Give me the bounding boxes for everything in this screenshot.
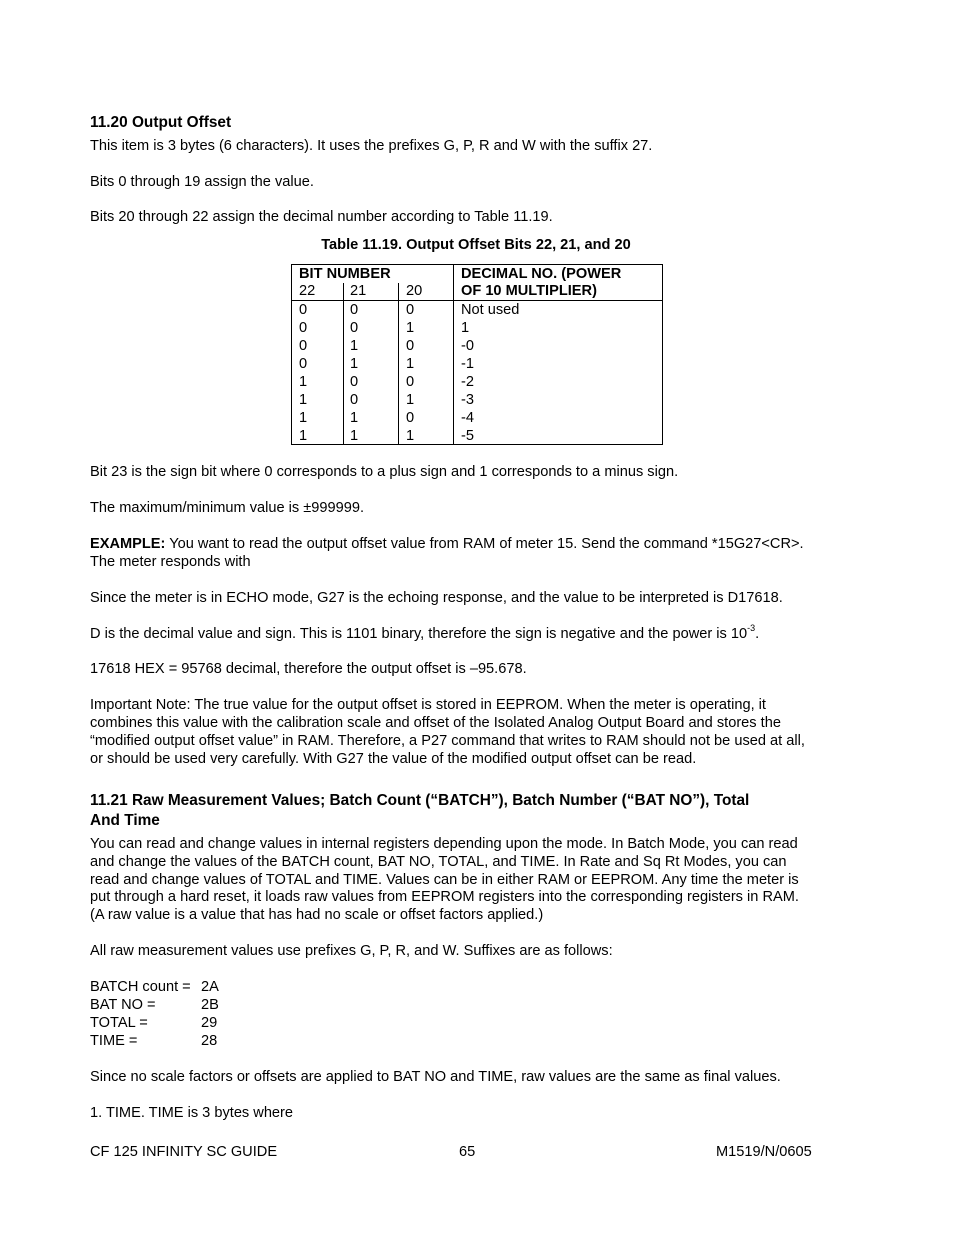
- bit-cell-22: 1: [299, 410, 308, 426]
- note-line: “modified output offset value” in RAM. Therefore, a P27 command that writes to RAM should not be used at all,: [90, 733, 805, 749]
- table-column-divider: [398, 283, 399, 444]
- section-heading-11-21-cont: And Time: [90, 812, 160, 829]
- bit-cell-21: 0: [350, 392, 359, 408]
- suffix-label: BATCH count =: [90, 979, 191, 995]
- paragraph: The meter responds with: [90, 554, 251, 570]
- table-caption: [0, 236, 954, 254]
- example-label: EXAMPLE:: [90, 536, 166, 552]
- example-text: You want to read the output offset value from RAM of meter 15. Send the command *15G27<CR>.: [165, 536, 804, 552]
- footer-left: CF 125 INFINITY SC GUIDE: [90, 1144, 278, 1160]
- decimal-cell: -1: [461, 356, 474, 372]
- suffix-value: 2A: [201, 979, 219, 995]
- decimal-cell: -3: [461, 392, 474, 408]
- paragraph-line: (A raw value is a value that has had no scale or offset factors applied.): [90, 907, 544, 923]
- bit-cell-22: 0: [299, 302, 308, 318]
- paragraph-line: read and change values of TOTAL and TIME. Values can be in either RAM or EEPROM. Any time the meter is: [90, 872, 799, 888]
- bit-cell-20: 0: [406, 302, 415, 318]
- note-line: or should be used very carefully. With G27 the value of the modified output offset can be read.: [90, 751, 697, 767]
- bit-cell-20: 1: [406, 356, 415, 372]
- paragraph-line: put through a hard reset, it loads raw values from EEPROM registers into the corresponding registers in RAM.: [90, 889, 799, 905]
- suffix-row: [90, 978, 219, 996]
- table-caption-text: Table 11.19. Output Offset Bits 22, 21, and 20: [321, 237, 631, 253]
- decimal-header-line2: OF 10 MULTIPLIER): [461, 283, 597, 299]
- decimal-cell: -2: [461, 374, 474, 390]
- bit-cell-22: 0: [299, 356, 308, 372]
- decimal-cell: 1: [461, 320, 470, 336]
- note-line: Important Note: The true value for the output offset is stored in EEPROM. When the meter is operating, it: [90, 697, 766, 713]
- footer-page-number: 65: [459, 1144, 476, 1160]
- paragraph: 1. TIME. TIME is 3 bytes where: [90, 1105, 294, 1121]
- paragraph-line: You can read and change values in internal registers depending upon the mode. In Batch Mode, you can read: [90, 836, 798, 852]
- paragraph: 17618 HEX = 95768 decimal, therefore the output offset is –95.678.: [90, 661, 527, 677]
- paragraph: Since the meter is in ECHO mode, G27 is the echoing response, and the value to be interpreted is D17618.: [90, 590, 783, 606]
- suffix-label: TIME =: [90, 1033, 138, 1049]
- decimal-header-line1: DECIMAL NO. (POWER: [461, 266, 622, 282]
- bit-cell-20: 1: [406, 320, 415, 336]
- example-paragraph: [90, 535, 804, 553]
- col-header-22: 22: [299, 283, 316, 299]
- section-heading-11-20: 11.20 Output Offset: [90, 114, 232, 131]
- bit-cell-22: 1: [299, 374, 308, 390]
- bit-cell-22: 1: [299, 392, 308, 408]
- bit-cell-21: 0: [350, 320, 359, 336]
- table-column-divider: [453, 265, 454, 444]
- footer-right: M1519/N/0605: [716, 1144, 812, 1160]
- bit-cell-21: 1: [350, 356, 359, 372]
- bit-cell-20: 0: [406, 338, 415, 354]
- bit-cell-21: 1: [350, 338, 359, 354]
- paragraph: Bits 0 through 19 assign the value.: [90, 174, 314, 190]
- bit-cell-21: 0: [350, 302, 359, 318]
- paragraph: Bits 20 through 22 assign the decimal number according to Table 11.19.: [90, 209, 553, 225]
- suffix-value: 29: [201, 1015, 218, 1031]
- paragraph: Since no scale factors or offsets are applied to BAT NO and TIME, raw values are the same as final values.: [90, 1069, 781, 1085]
- period: .: [755, 626, 760, 642]
- suffix-value: 2B: [201, 997, 219, 1013]
- suffix-row: [90, 1014, 217, 1032]
- bit-cell-21: 1: [350, 410, 359, 426]
- bit-cell-20: 0: [406, 374, 415, 390]
- note-line: combines this value with the calibration scale and offset of the Isolated Analog Output Board and stores the: [90, 715, 781, 731]
- col-header-20: 20: [406, 283, 423, 299]
- suffix-row: [90, 1032, 217, 1050]
- paragraph: All raw measurement values use prefixes G, P, R, and W. Suffixes are as follows:: [90, 943, 613, 959]
- table-column-divider: [343, 283, 344, 444]
- bit-cell-20: 0: [406, 410, 415, 426]
- bit-number-table: [291, 264, 663, 445]
- bit-cell-22: 0: [299, 338, 308, 354]
- decimal-sign-text: D is the decimal value and sign. This is 1101 binary, therefore the sign is negative and the power is 10: [90, 626, 748, 642]
- suffix-label: BAT NO =: [90, 997, 156, 1013]
- bit-number-header: BIT NUMBER: [299, 266, 391, 282]
- decimal-cell: Not used: [461, 302, 520, 318]
- section-heading-11-21: 11.21 Raw Measurement Values; Batch Count (“BATCH”), Batch Number (“BAT NO”), Total: [90, 792, 750, 809]
- decimal-cell: -5: [461, 428, 474, 444]
- exponent: -3: [747, 623, 756, 634]
- paragraph-line: and change the values of the BATCH count, BAT NO, TOTAL, and TIME. In Rate and Sq Rt Modes, you can: [90, 854, 787, 870]
- decimal-sign-paragraph: [90, 625, 759, 643]
- suffix-row: [90, 996, 219, 1014]
- decimal-cell: -4: [461, 410, 474, 426]
- bit-cell-20: 1: [406, 392, 415, 408]
- bit-cell-22: 1: [299, 428, 308, 444]
- paragraph: The maximum/minimum value is ±999999.: [90, 500, 365, 516]
- bit-cell-20: 1: [406, 428, 415, 444]
- suffix-label: TOTAL =: [90, 1015, 148, 1031]
- bit-cell-21: 1: [350, 428, 359, 444]
- paragraph: This item is 3 bytes (6 characters). It uses the prefixes G, P, R and W with the suffix 27.: [90, 138, 653, 154]
- paragraph: Bit 23 is the sign bit where 0 corresponds to a plus sign and 1 corresponds to a minus sign.: [90, 464, 679, 480]
- col-header-21: 21: [350, 283, 367, 299]
- decimal-cell: -0: [461, 338, 474, 354]
- suffix-value: 28: [201, 1033, 218, 1049]
- bit-cell-21: 0: [350, 374, 359, 390]
- bit-cell-22: 0: [299, 320, 308, 336]
